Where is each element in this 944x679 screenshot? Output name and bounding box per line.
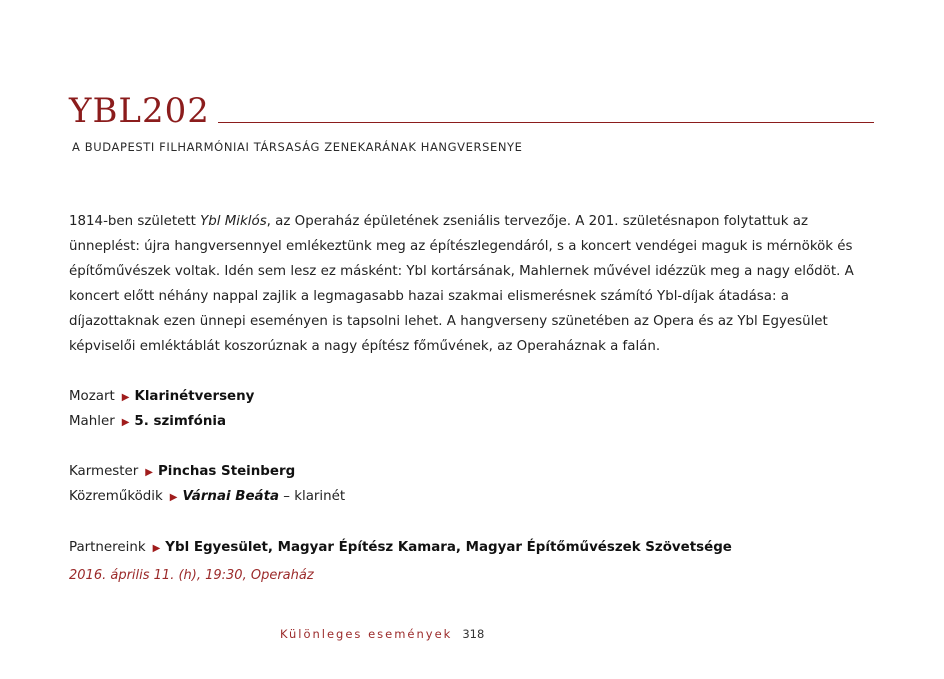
arrow-icon: ▶	[145, 467, 153, 478]
composer-label: Mahler	[69, 414, 115, 429]
title-row	[69, 92, 874, 130]
footer-section-title: Különleges események	[280, 627, 453, 641]
description-paragraph	[69, 209, 869, 359]
arrow-icon: ▶	[169, 492, 178, 503]
arrow-icon: ▶	[152, 543, 161, 554]
soloist-line	[69, 484, 345, 510]
partners-line	[69, 535, 732, 561]
arrow-icon: ▶	[121, 392, 130, 403]
partners-label: Partnereink	[69, 540, 146, 555]
work-title: Klarinétverseny	[134, 389, 255, 404]
program-item	[69, 409, 226, 435]
work-title: 5. szimfónia	[134, 414, 226, 429]
page-number: 318	[462, 627, 485, 641]
partners-list: Ybl Egyesület, Magyar Építész Kamara, Magyar Építőművészek Szövetsége	[165, 540, 732, 555]
page-subtitle: A BUDAPESTI FILHARMÓNIAI TÁRSASÁG ZENEKARÁNAK HANGVERSENYE	[72, 140, 523, 154]
program-item	[69, 384, 254, 410]
conductor-label: Karmester	[69, 464, 139, 479]
conductor-line	[69, 459, 295, 485]
page-title: YBL202	[69, 91, 210, 131]
architect-name: Ybl Miklós	[200, 214, 267, 229]
arrow-icon: ▶	[121, 417, 130, 428]
description-part-1: 1814-ben született	[69, 214, 201, 229]
title-rule	[218, 122, 874, 123]
page-footer	[280, 627, 484, 641]
soloist-name: Várnai Beáta	[182, 489, 280, 504]
soloist-label: Közreműködik	[69, 489, 163, 504]
event-date: 2016. április 11. (h), 19:30, Operaház	[69, 568, 314, 583]
conductor-name: Pinchas Steinberg	[157, 464, 296, 479]
soloist-instrument: – klarinét	[279, 489, 346, 504]
description-part-2: , az Operaház épületének zseniális tervezője. A 201. születésnapon folytattuk az ünneplést: újra hangversennyel emlékeztünk meg az építészlegendáról, s a koncert vendégei maguk is mérnökök és építőművészek voltak. Idén sem lesz ez másként: Ybl kortársának, Mahlernek művével idézzük meg a nagy elődöt. A koncert előtt néhány nappal zajlik a legmagasabb hazai szakmai elismerésnek számító Ybl-díjak átadása: a díjazottaknak ezen ünnepi eseményen is tapsolni lehet. A hangverseny szünetében az Opera és az Ybl Egyesület képviselői emléktáblát koszorúznak a nagy építész főművének, az Operaháznak a falán.	[69, 214, 854, 354]
composer-label: Mozart	[69, 389, 115, 404]
